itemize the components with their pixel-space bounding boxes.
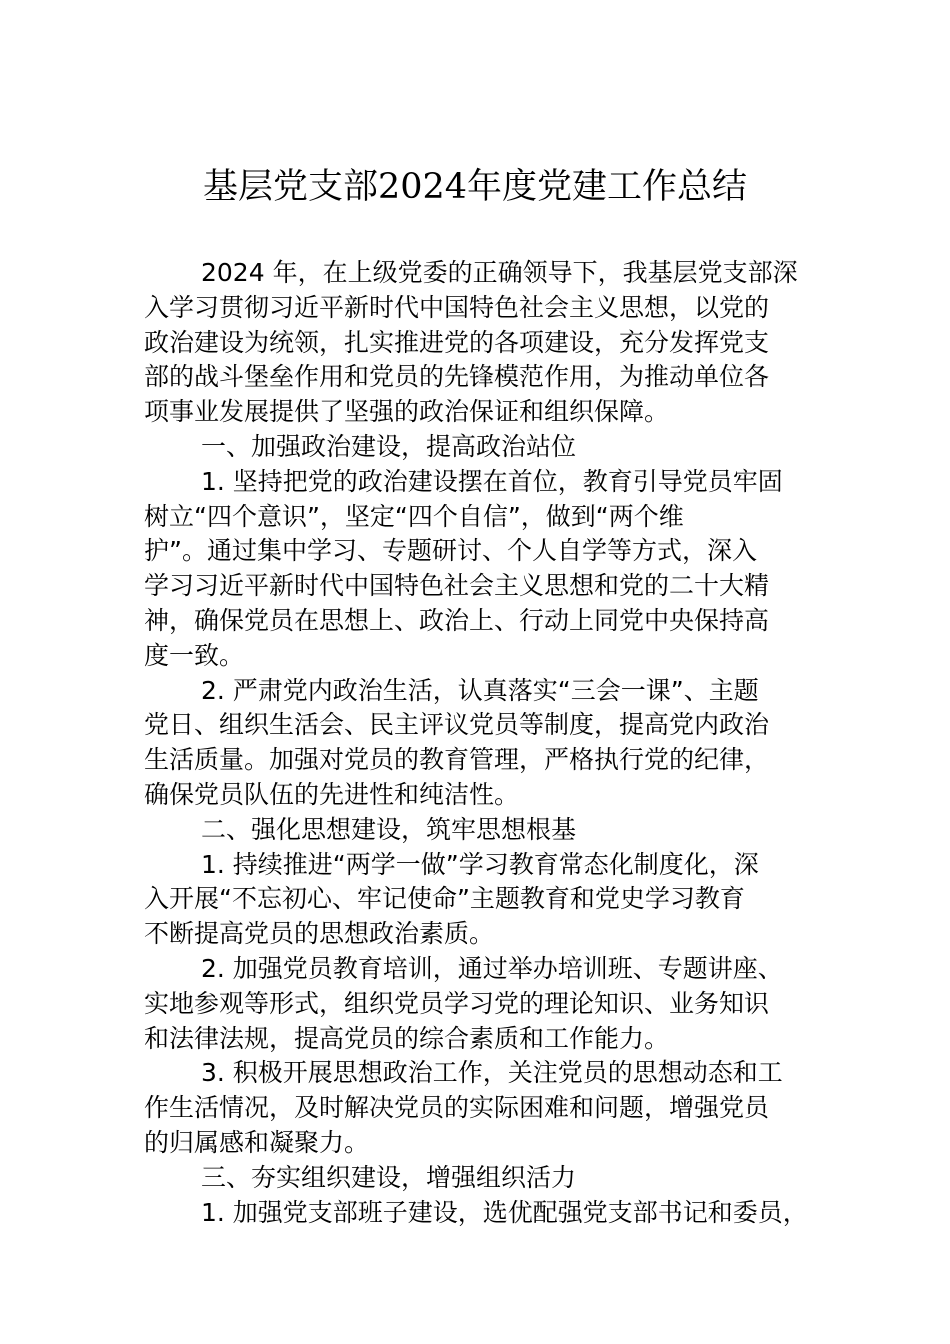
- text-line: 和法律法规，提高党员的综合素质和工作能力。: [144, 1023, 670, 1053]
- text-line: 不断提高党员的思想政治素质。: [144, 919, 495, 949]
- text-line: 实地参观等形式，组织党员学习党的理论知识、业务知识: [144, 988, 770, 1018]
- text-line: 二、强化思想建设，筑牢思想根基: [201, 814, 577, 844]
- document-body: [144, 256, 809, 1230]
- text-line: 1. 持续推进“两学一做”学习教育常态化制度化，深: [201, 849, 759, 879]
- text-line: 1. 加强党支部班子建设，选优配强党支部书记和委员，: [201, 1197, 808, 1227]
- text-line: 入开展“不忘初心、牢记使命”主题教育和党史学习教育: [144, 884, 745, 914]
- text-line: 2. 严肃党内政治生活，认真落实“三会一课”、主题: [201, 675, 759, 705]
- text-line: 2024 年，在上级党委的正确领导下，我基层党支部深: [201, 258, 798, 287]
- text-line: 树立“四个意识”，坚定“四个自信”，做到“两个维: [144, 501, 684, 531]
- text-line: 神，确保党员在思想上、政治上、行动上同党中央保持高: [144, 605, 770, 635]
- text-line: 一、加强政治建设，提高政治站位: [201, 431, 577, 461]
- text-line: 学习习近平新时代中国特色社会主义思想和党的二十大精: [144, 571, 770, 601]
- text-line: 三、夯实组织建设，增强组织活力: [201, 1162, 577, 1192]
- text-line: 确保党员队伍的先进性和纯洁性。: [144, 779, 520, 809]
- text-line: 作生活情况，及时解决党员的实际困难和问题，增强党员: [144, 1093, 770, 1123]
- document-title: 基层党支部2024年度党建工作总结: [202, 167, 748, 207]
- text-line: 政治建设为统领，扎实推进党的各项建设，充分发挥党支: [144, 327, 770, 357]
- text-line: 入学习贯彻习近平新时代中国特色社会主义思想，以党的: [144, 292, 770, 322]
- text-line: 护”。通过集中学习、专题研讨、个人自学等方式，深入: [144, 536, 757, 566]
- text-line: 度一致。: [144, 640, 245, 670]
- text-line: 的归属感和凝聚力。: [144, 1127, 370, 1157]
- text-line: 2. 加强党员教育培训，通过举办培训班、专题讲座、: [201, 953, 783, 983]
- text-line: 党日、组织生活会、民主评议党员等制度，提高党内政治: [144, 710, 770, 740]
- text-line: 1. 坚持把党的政治建设摆在首位，教育引导党员牢固: [201, 466, 783, 496]
- text-line: 生活质量。加强对党员的教育管理，严格执行党的纪律，: [144, 745, 770, 775]
- text-line: 部的战斗堡垒作用和党员的先锋模范作用，为推动单位各: [144, 362, 770, 392]
- text-line: 项事业发展提供了坚强的政治保证和组织保障。: [144, 397, 670, 427]
- text-line: 3. 积极开展思想政治工作，关注党员的思想动态和工: [201, 1058, 783, 1088]
